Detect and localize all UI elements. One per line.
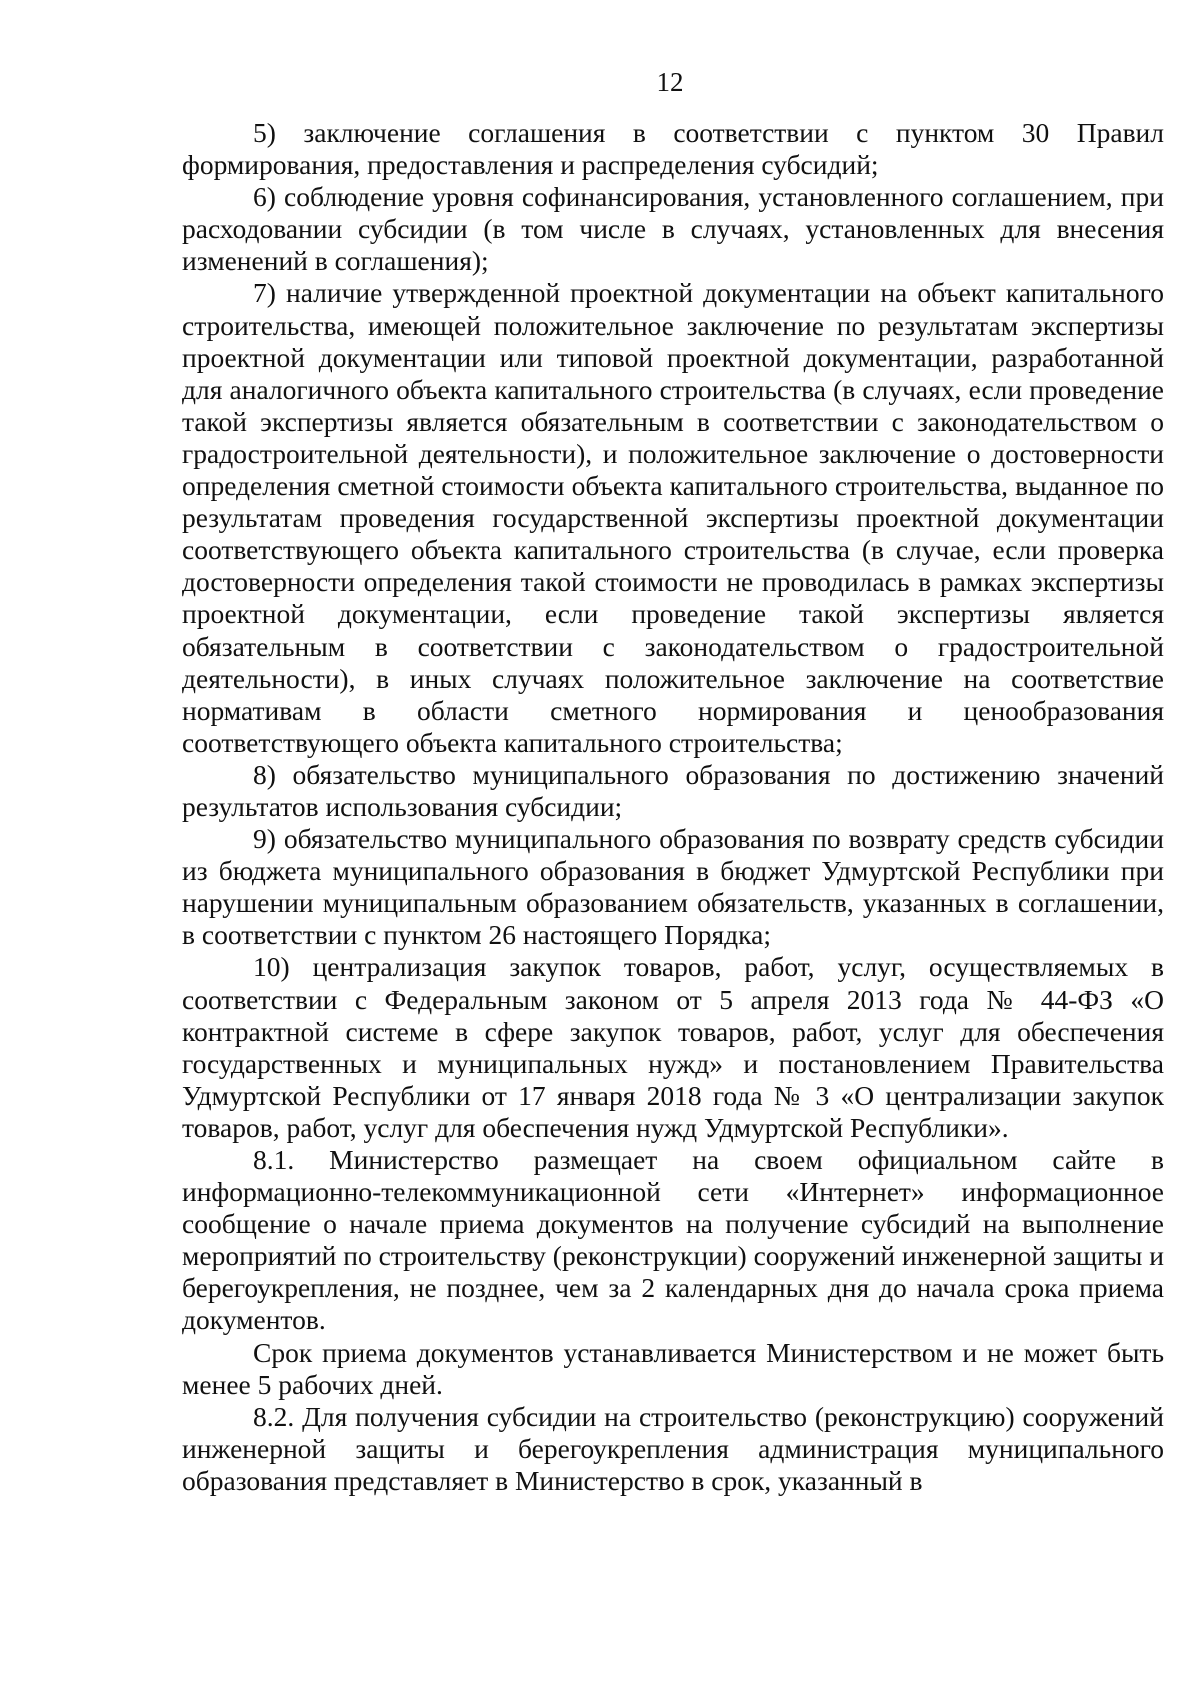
paragraph-item-5: 5) заключение соглашения в соответствии с пунктом 30 Правил формирования, предоставления и распределения субсидий;: [182, 117, 1164, 181]
paragraph-item-8: 8) обязательство муниципального образования по достижению значений результатов использования субсидии;: [182, 758, 1164, 822]
paragraph-8-1: 8.1. Министерство размещает на своем официальном сайте в информационно-телекоммуникационной сети «Интернет» информационное сообщение о начале приема документов на получение субсидий на выполнение мероприятий по строительству (реконструкции) сооружений инженерной защиты и берегоукрепления, не позднее, чем за 2 календарных дня до начала срока приема документов.: [182, 1144, 1164, 1336]
paragraph-8-2: 8.2. Для получения субсидии на строительство (реконструкцию) сооружений инженерной защиты и берегоукрепления администрация муниципального образования представляет в Министерство в срок, указанный в: [182, 1400, 1164, 1496]
paragraph-deadline: Срок приема документов устанавливается Министерством и не может быть менее 5 рабочих дней.: [182, 1336, 1164, 1400]
page-number: 12: [656, 67, 684, 97]
paragraph-item-7: 7) наличие утвержденной проектной документации на объект капитального строительства, имеющей положительное заключение по результатам экспертизы проектной документации или типовой проектной документации, разработанной для аналогичного объекта капитального строительства (в случаях, если проведение такой экспертизы является обязательным в соответствии с законодательством о градостроительной деятельности), и положительное заключение о достоверности определения сметной стоимости объекта капитального строительства, выданное по результатам проведения государственной экспертизы проектной документации соответствующего объекта капитального строительства (в случае, если проверка достоверности определения такой стоимости не проводилась в рамках экспертизы проектной документации, если проведение такой экспертизы является обязательным в соответствии с законодательством о градостроительной деятельности), в иных случаях положительное заключение на соответствие нормативам в области сметного нормирования и ценообразования соответствующего объекта капитального строительства;: [182, 277, 1164, 758]
document-body: [182, 117, 1164, 1497]
paragraph-item-9: 9) обязательство муниципального образования по возврату средств субсидии из бюджета муниципального образования в бюджет Удмуртской Республики при нарушении муниципальным образованием обязательств, указанных в соглашении, в соответствии с пунктом 26 настоящего Порядка;: [182, 823, 1164, 951]
paragraph-item-6: 6) соблюдение уровня софинансирования, установленного соглашением, при расходовании субсидии (в том числе в случаях, установленных для внесения изменений в соглашения);: [182, 181, 1164, 277]
paragraph-item-10: 10) централизация закупок товаров, работ, услуг, осуществляемых в соответствии с Федеральным законом от 5 апреля 2013 года № 44-ФЗ «О контрактной системе в сфере закупок товаров, работ, услуг для обеспечения государственных и муниципальных нужд» и постановлением Правительства Удмуртской Республики от 17 января 2018 года № 3 «О централизации закупок товаров, работ, услуг для обеспечения нужд Удмуртской Республики».: [182, 951, 1164, 1143]
